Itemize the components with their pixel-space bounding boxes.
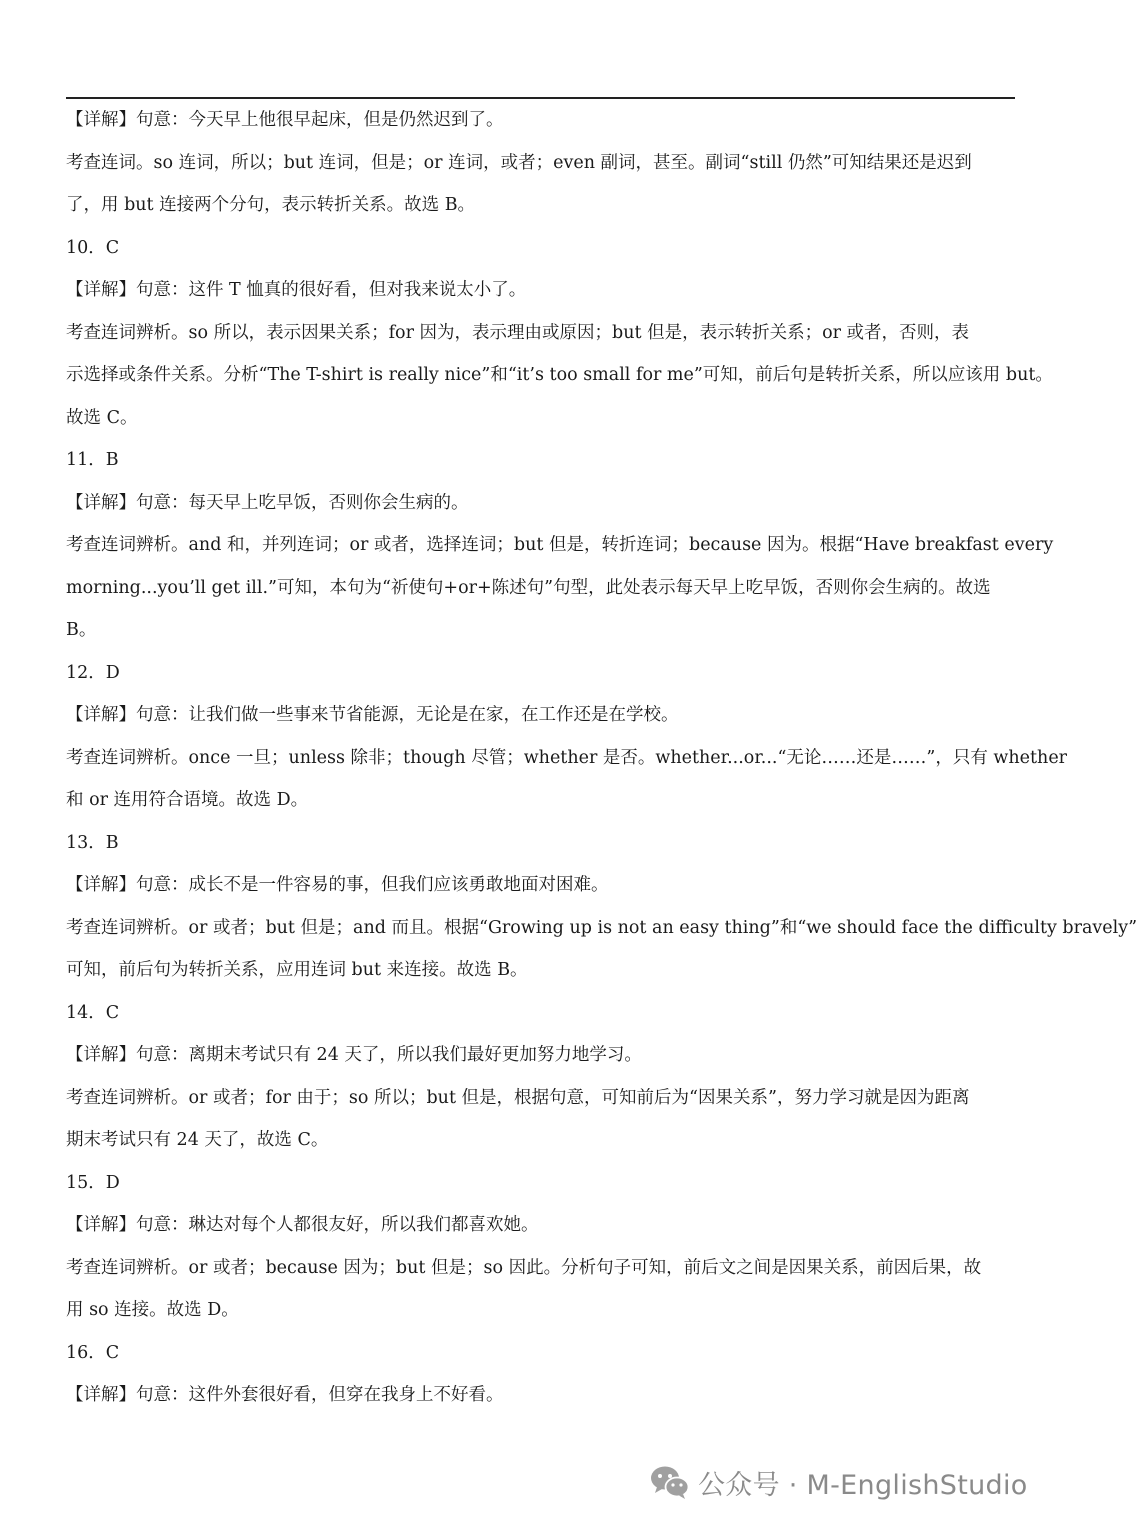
- text-line: 故选 C。: [66, 407, 138, 428]
- text-line: B。: [66, 620, 97, 640]
- document-body: [66, 99, 1137, 1417]
- question-number: 14．C: [66, 1002, 120, 1023]
- text-line: 考查连词辨析。or 或者；for 由于；so 所以；but 但是，根据句意，可知前后为“因果关系”，努力学习就是因为距离: [66, 1087, 970, 1108]
- text-line: morning...you’ll get ill.”可知，本句为“祈使句+or+陈述句”句型，此处表示每天早上吃早饭，否则你会生病的。故选: [66, 577, 991, 598]
- text-line: 和 or 连用符合语境。故选 D。: [66, 790, 309, 810]
- watermark-text: 公众号 · M-EnglishStudio: [698, 1469, 1028, 1501]
- text-line: 用 so 连接。故选 D。: [66, 1300, 239, 1320]
- text-line: 【详解】句意：离期末考试只有 24 天了，所以我们最好更加努力地学习。: [66, 1045, 642, 1065]
- text-line: 考查连词辨析。so 所以，表示因果关系；for 因为，表示理由或原因；but 但是，表示转折关系；or 或者，否则，表: [66, 322, 970, 343]
- question-number: 15．D: [66, 1172, 120, 1193]
- text-line: 考查连词。so 连词，所以；but 连词，但是；or 连词，或者；even 副词，甚至。副词“still 仍然”可知结果还是迟到: [66, 152, 972, 173]
- wechat-icon: [648, 1462, 692, 1502]
- question-number: 13．B: [66, 832, 119, 853]
- text-line: 【详解】句意：这件 T 恤真的很好看，但对我来说太小了。: [66, 280, 527, 300]
- text-line: 可知，前后句为转折关系，应用连词 but 来连接。故选 B。: [66, 960, 528, 980]
- question-number: 12．D: [66, 662, 120, 683]
- text-line: 示选择或条件关系。分析“The T-shirt is really nice”和“it’s too small for me”可知，前后句是转折关系，所以应该用 but。: [66, 365, 1053, 385]
- text-line: 了，用 but 连接两个分句，表示转折关系。故选 B。: [66, 195, 476, 215]
- text-line: 【详解】句意：今天早上他很早起床，但是仍然迟到了。: [66, 110, 504, 130]
- text-line: 【详解】句意：这件外套很好看，但穿在我身上不好看。: [66, 1385, 504, 1405]
- text-line: 期末考试只有 24 天了，故选 C。: [66, 1130, 329, 1150]
- text-line: 考查连词辨析。or 或者；but 但是；and 而且。根据“Growing up is not an easy thing”和“we should face the difficulty bravely”: [66, 917, 1137, 938]
- watermark: [648, 1458, 1028, 1506]
- question-number: 16．C: [66, 1342, 120, 1363]
- text-line: 【详解】句意：每天早上吃早饭，否则你会生病的。: [66, 492, 469, 513]
- question-number: 11．B: [66, 450, 119, 470]
- text-line: 【详解】句意：成长不是一件容易的事，但我们应该勇敢地面对困难。: [66, 875, 609, 895]
- text-line: 考查连词辨析。and 和，并列连词；or 或者，选择连词；but 但是，转折连词；because 因为。根据“Have breakfast every: [66, 535, 1054, 555]
- text-line: 【详解】句意：让我们做一些事来节省能源，无论是在家，在工作还是在学校。: [66, 705, 679, 725]
- text-line: 考查连词辨析。or 或者；because 因为；but 但是；so 因此。分析句子可知，前后文之间是因果关系，前因后果，故: [66, 1257, 982, 1278]
- text-line: 考查连词辨析。once 一旦；unless 除非；though 尽管；whether 是否。whether...or...“无论……还是……”，只有 whether: [66, 747, 1068, 768]
- question-number: 10．C: [66, 237, 120, 258]
- text-line: 【详解】句意：琳达对每个人都很友好，所以我们都喜欢她。: [66, 1215, 539, 1235]
